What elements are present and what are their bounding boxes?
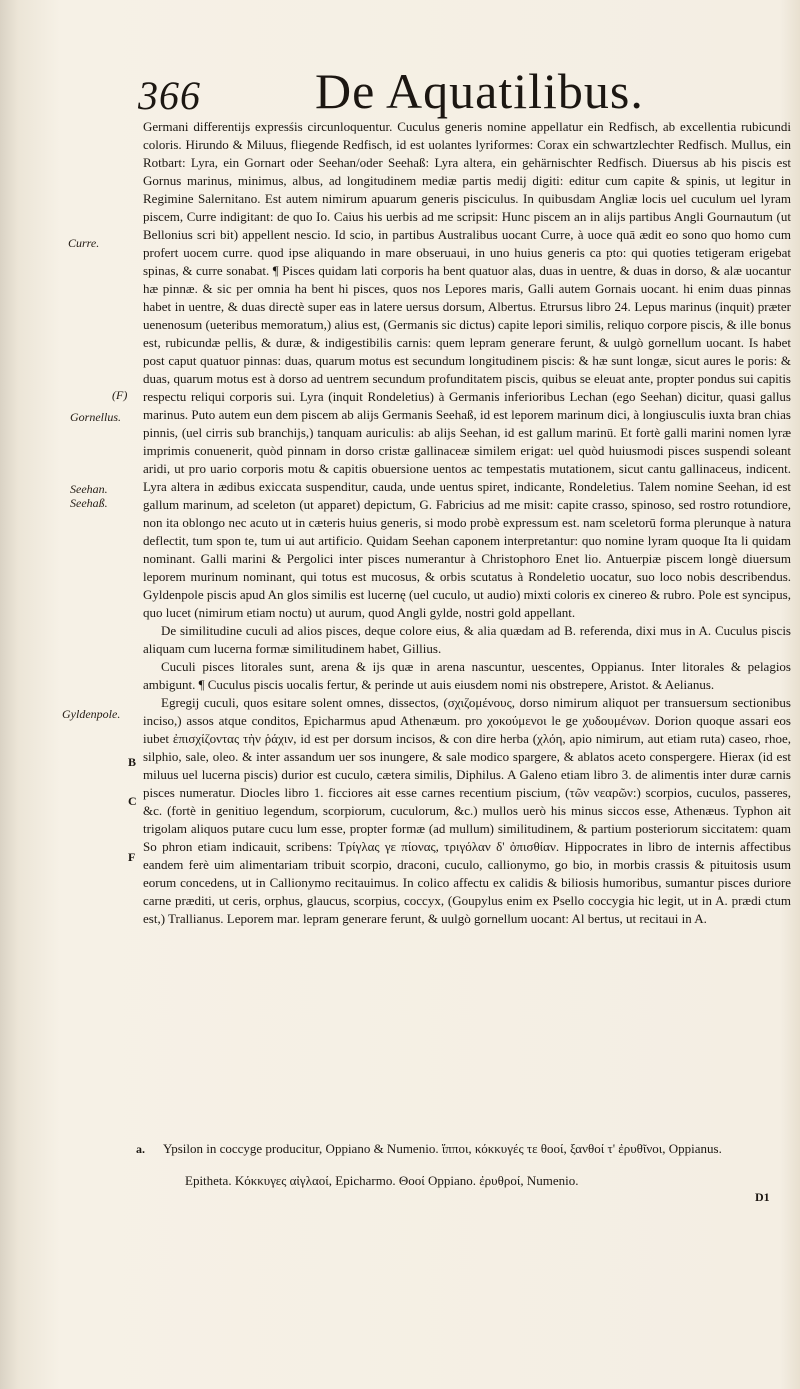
section-marker-f: F — [128, 850, 136, 864]
margin-note-gornellus: Gornellus. — [70, 410, 121, 424]
margin-note-seehass: Seehaß. — [70, 496, 108, 510]
ypsilon-note: Ypsilon in coccyge producitur, Oppiano & Numenio. ἵπποι, κόκκυγές τε θοοί, ξανθοί τ' ἐρυθῖνοι, Oppianus. — [163, 1141, 722, 1156]
page-number: 366 — [138, 73, 201, 118]
catchword: D1 — [755, 1190, 770, 1204]
paragraph-3: Cuculi pisces litorales sunt, arena & ijs quæ in arena nascuntur, uescentes, Oppianus. Inter litorales & pelagios ambigunt. ¶ Cuculus piscis uocalis fertur, & perinde ut auis eiusdem nomi nis obstrepere, Aristot. & Aelianus. — [143, 659, 791, 692]
epitheta-line: Epitheta. Κόκκυγες αἰγλαοί, Epicharmo. Θοοί Oppiano. ἐρυθροί, Numenio. — [185, 1173, 579, 1188]
section-marker-a: a. — [136, 1142, 145, 1156]
margin-marker-f: (F) — [112, 388, 128, 402]
main-text — [143, 118, 791, 928]
margin-note-curre: Curre. — [68, 236, 100, 250]
section-marker-c: C — [128, 794, 137, 808]
paragraph-4: Egregij cuculi, quos esitare solent omnes, dissectos, (σχιζομένους, dorso nimirum aliquot per transuersum sectionibus inciso,) assos atque conditos, Epicharmus apud Athenæum. pro χοκούμενοι le ge χυδουμένων. Dorion quoque assari eos iubet ἐπισχίζοντας τὴν ῥάχιν, id est per dorsum incisos, & con dire herba (χλόη, apio nimirum, aut etiam ruta) caseo, rhoe, silphio, sale, oleo. & inter assandum uer sos inungere, & sale modico spargere, & ablatos aceto conspergere. Hierax (id est miluus uel lucerna piscis) durior est cuculo, cætera similis, Diphilus. A Galeno etiam libro 3. de alimentis inter duræ carnis pisces numeratur. Diocles libro 1. ficciores ait esse carnes recentium piscium, (τῶν νεαρῶν:) scorpios, cuculos, passeres, &c. (fortè in genitiuo legendum, scorpiorum, cuculorum, &c.) mullos uerò his minus siccos esse, Athenæus. Typhon ait trigolam aliquos putare cucu lum esse, propter formæ (ad mullum) similitudinem, & partium posteriorum siccitatem: quam So phron etiam indicauit, scribens: Τρίγλας γε πίονας, τριγόλαν δ' ὀπισθίαν. Hippocrates in libro de internis affectibus eandem ferè uim alimentariam tribuit scorpio, draconi, cuculo, callionymo, go bio, in morbis crassis & pituitosis usum eorum concedens, ut in Callionymo recitauimus. In colico affectu ex calidis & biliosis humoribus, sumantur pisces duriore carne præditi, ut ceris, orphus, glaucus, scorpius, coccyx, (Goupylus enim ex Psello coccygia hic legit, ut in A. prædi ctum est,) Trallianus. Leporem mar. lepram generare ferunt, & uulgò gornellum uocant: Al bertus, ut recitaui in A. — [143, 695, 791, 926]
margin-note-seehan: Seehan. — [70, 482, 108, 496]
margin-note-gyldenpole: Gyldenpole. — [62, 707, 121, 721]
section-marker-b: B — [128, 755, 137, 769]
paragraph-2: De similitudine cuculi ad alios pisces, deque colore eius, & alia quædam ad B. referenda, dixi mus in A. Cuculus piscis aliquam cum lucerna formæ similitudinem habet, Gillius. — [143, 623, 791, 656]
paragraph-1: Germani differentijs expresśis circunloquentur. Cuculus generis nomine appellatur ein Redfisch, ab excellentia rubicundi coloris. Hirundo & Miluus, fliegende Redfisch, id est uolantes lyriformes: Corax ein schwartzlechter Redfisch. Mullus, ein Rotbart: Lyra, ein Gornart oder Seehan/oder Seehaß: Lyra altera, ein gehärnischter Redfisch. Diuersus ab his piscis est Gornus marinus, minimus, albus, ad longitudinem mediæ partis medij digiti: editur cum capite & spinis, ut legitur in Regimine Salernitano. Est autem nimirum apuarum generis pisciculus. In quibusdam Angliæ locis uel cuculum uel lyram piscem, Curre indigitant: de quo Io. Caius his uerbis ad me scripsit: Hunc piscem an in alijs partibus Angli Gournautum (ut Bellonius scri bit) appellent nescio. Id scio, in partibus Australibus uocant Curre, à uoce quā ædit eo sono quo homo cum profert uocem curre. quod ipse aliquando in mare obseruaui, in uno huius generis ca pto: qui quoties tetigeram erigebat spinas, & curre sonabat. ¶ Pisces quidam lati corporis ha bent quatuor alas, duas in uentre, & duas in dorso, & alæ uocantur hæ pinnæ. & sic per omnia ha bent hi pisces, quos nos Lepores maris, Galli autem Gornais uocant. hi enim duas pinnas habet in uentre, & duas directè super eas in latere uersus dorsum, Albertus. Etrursus libro 24. Lepus marinus (inquit) præter uenenosum (ueteribus memoratum,) alius est, (Germanis sic dictus) capite lepori similis, reliquo corpore piscis, & ille bonus est, rubicundæ pellis, & duræ, & indigestibilis carnis: quem lepram generare ferunt, & uulgò gornellum uocant. Is habet post caput quatuor pinnas: duas, quarum motus est secundum longitudinem piscis: & hæ sunt longæ, sicut aures le poris: & duas, quarum motus est à dorso ad uentrem secundum profunditatem piscis, quibus se eleuat ante, propter pondus sui capitis respectu reliqui corporis sui. Lyra (inquit Rondeletius) à Germanis inferioribus Lechan (ego Seehan) dicitur, quasi gallus marinus. Puto autem eun dem piscem ab alijs Germanis Seehaß, id est leporem marinum dici, à longiusculis iuxta bran chias pinnis, (uel cirris sub branchijs,) tanquam auriculis: ab alijs Seehan, id est gallum marinū. Et fortè galli marini nomen lyræ imprimis conuenerit, quòd pinnam in dorso cristæ gallinaceæ similem erigat: uel quòd huiusmodi pisces suspendi soleant aridi, ut pro uario corporis motu & capitis obuersione uentos ac tempestatis mutationem, sicut cantu gallinaceus, indicent. Lyra altera in ædibus exiccata suspenditur, cauda, unde uentus spiret, indicante, Rondeletius. Talem nomine Seehan, id est gallum marinum, ad sceleton (ut apparet) depictum, G. Fabricius ad me misit: capite crasso, spinoso, sed rostro rotundiore, non ita oblongo nec acuto ut in cæteris huius generis, si modo probè expressum est. nam sceletorū forma plerunque à natura deflectit, tum spon te, tum ui aut artificio. Quidam Seehan caponem interpretantur: quo nomine lyram quoque Ita li quidam nominant. Galli marini & Pergolici inter pisces numerantur à Christophoro Enet lio. Antuerpiæ piscem longè diuersum leporem murinum nominant, qui totus est mucosus, & orbis scutatus à Rondeletio uocatur, suo loco nobis describendus. Gyldenpole piscis apud An glos similis est lucernę (uel cuculo, ut audio) mixti coloris ex cinereo & rubro. Pole est syncipus, quo lucet (nimirum etiam noctu) ut aurum, quod Angli gylde, nostri gold appellant. — [143, 119, 791, 620]
running-title: De Aquatilibus. — [315, 63, 644, 119]
